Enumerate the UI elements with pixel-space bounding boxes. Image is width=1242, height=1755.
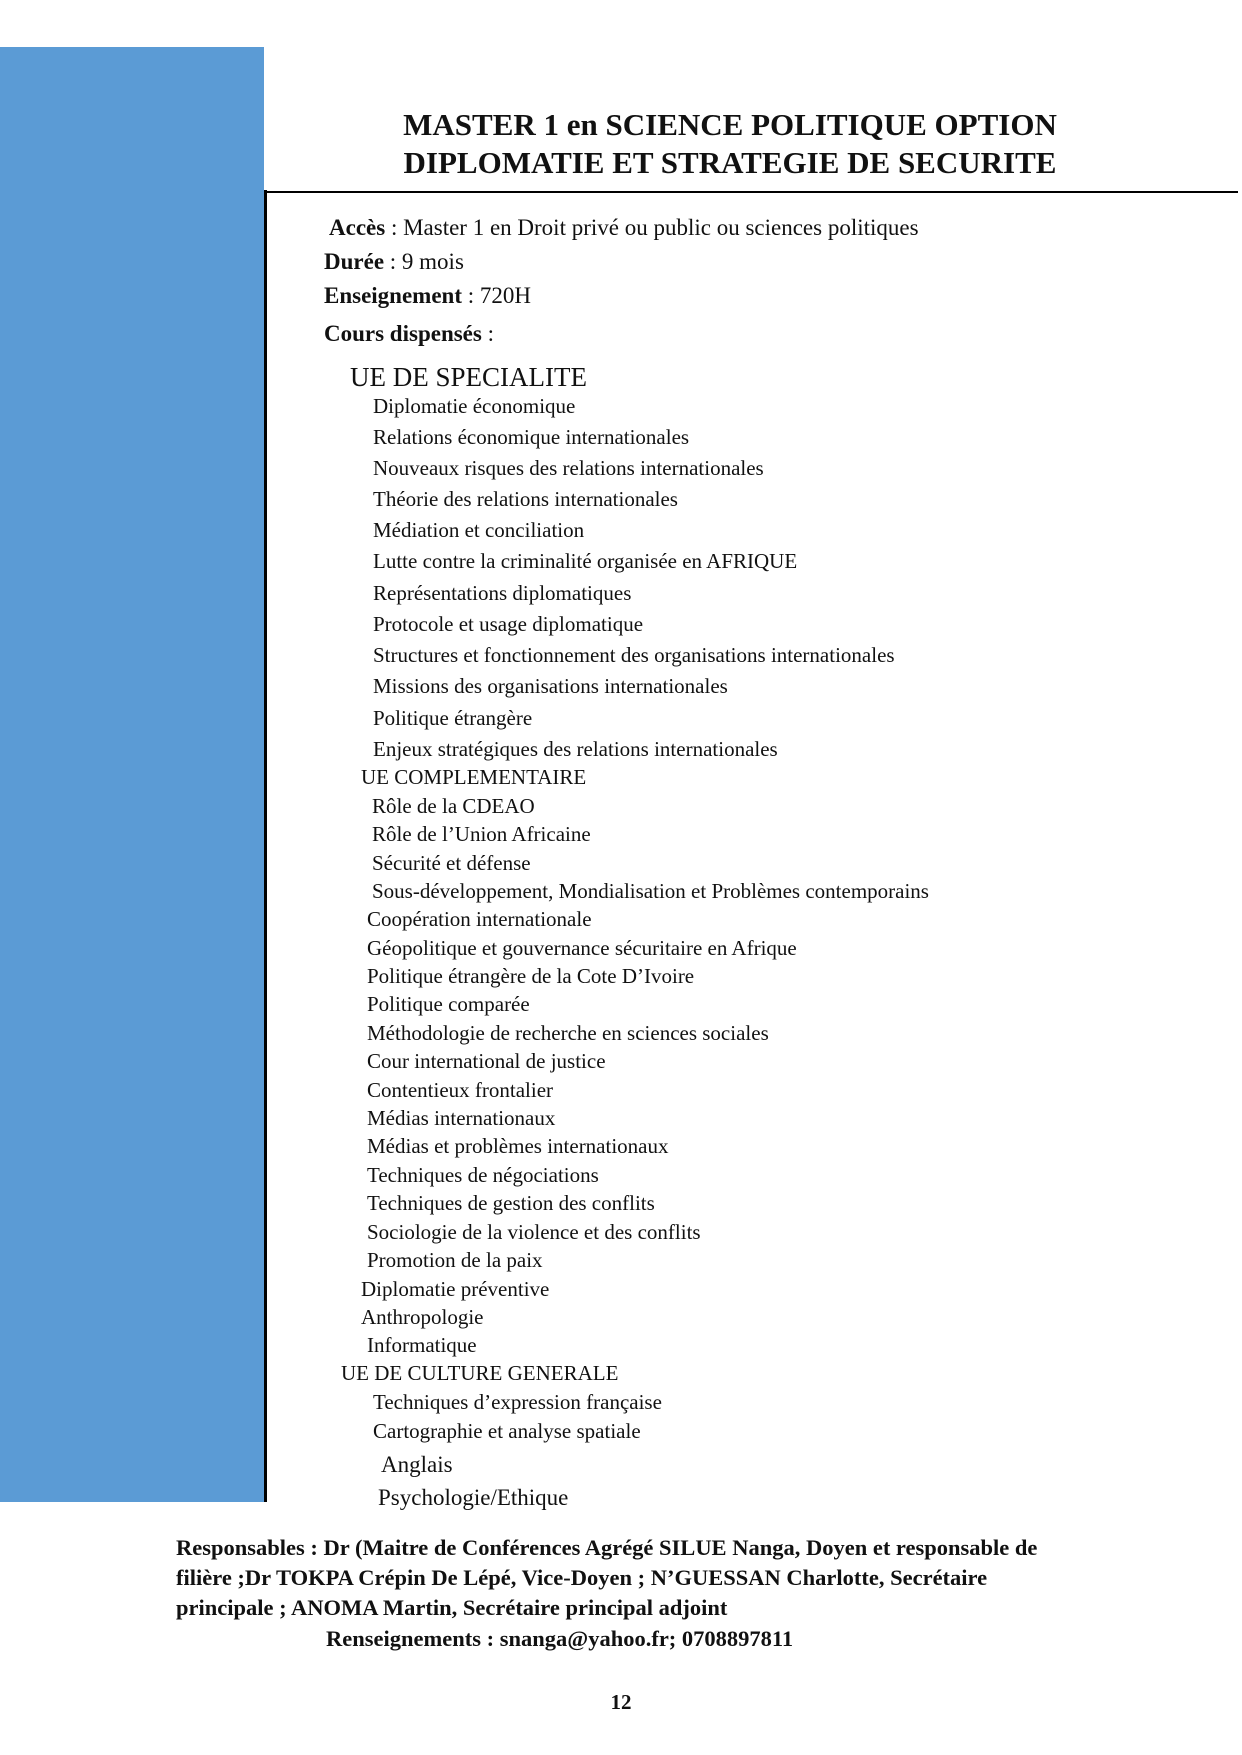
course-item: Médias internationaux [367,1106,556,1130]
course-item: Représentations diplomatiques [373,581,632,605]
course-item: Coopération internationale [367,907,592,931]
course-item: Psychologie/Ethique [378,1485,569,1510]
cours-value: : [481,321,494,346]
course-item: Cour international de justice [367,1049,606,1073]
title-line-1: MASTER 1 en SCIENCE POLITIQUE OPTION [403,107,1057,142]
acces-value: : Master 1 en Droit privé ou public ou sciences politiques [385,215,919,240]
course-item: Politique étrangère de la Cote D’Ivoire [367,964,695,988]
course-item: Méthodologie de recherche en sciences sociales [367,1021,769,1045]
course-item: Lutte contre la criminalité organisée en AFRIQUE [373,549,798,573]
cours-label: Cours dispensés [324,321,482,346]
course-item: Politique comparée [367,992,530,1016]
page-number: 12 [610,1690,632,1714]
side-vertical-rule [264,190,267,1502]
info-duree [324,248,464,276]
duree-label: Durée [324,249,385,274]
course-item: Diplomatie préventive [361,1277,550,1301]
title-line-2: DIPLOMATIE ET STRATEGIE DE SECURITE [403,145,1057,180]
enseignement-value: : 720H [462,283,531,308]
course-item: Relations économique internationales [373,425,690,449]
course-item: Sous-développement, Mondialisation et Problèmes contemporains [372,879,929,903]
acces-label: Accès [329,215,386,240]
course-item: Techniques d’expression française [373,1390,662,1414]
course-item: Géopolitique et gouvernance sécuritaire en Afrique [367,936,797,960]
course-item: Rôle de l’Union Africaine [372,822,591,846]
course-item: Protocole et usage diplomatique [373,612,644,636]
header-divider [264,191,1238,193]
course-item: Enjeux stratégiques des relations internationales [373,737,778,761]
course-item: Rôle de la CDEAO [372,794,535,818]
course-item: Sociologie de la violence et des conflits [367,1220,701,1244]
course-item: Médias et problèmes internationaux [367,1134,669,1158]
duree-value: : 9 mois [384,249,464,274]
course-item: Promotion de la paix [367,1248,543,1272]
contact-info: Renseignements : snanga@yahoo.fr; 0708897811 [326,1626,794,1651]
course-item: Techniques de négociations [367,1163,599,1187]
ue-culture-heading: UE DE CULTURE GENERALE [341,1361,619,1385]
course-item: Médiation et conciliation [373,518,585,542]
responsables-line-2: filière ;Dr TOKPA Crépin De Lépé, Vice-Doyen ; N’GUESSAN Charlotte, Secrétaire [176,1565,988,1590]
course-item: Anthropologie [361,1305,484,1329]
course-item: Sécurité et défense [372,851,531,875]
course-item: Cartographie et analyse spatiale [373,1419,641,1443]
ue-specialite-heading: UE DE SPECIALITE [350,362,587,392]
responsables-line-3: principale ; ANOMA Martin, Secrétaire principal adjoint [176,1595,728,1620]
course-item: Politique étrangère [373,706,533,730]
page-title [300,106,1160,182]
info-cours [324,320,494,348]
info-enseignement [324,282,531,310]
course-item: Diplomatie économique [373,394,576,418]
enseignement-label: Enseignement [324,283,462,308]
course-item: Missions des organisations internationales [373,674,728,698]
ue-complementaire-heading: UE COMPLEMENTAIRE [361,765,587,789]
course-item: Théorie des relations internationales [373,487,678,511]
course-item: Techniques de gestion des conflits [367,1191,655,1215]
side-color-band [0,47,264,1502]
responsables-line-1: Responsables : Dr (Maitre de Conférences Agrégé SILUE Nanga, Doyen et responsable de [176,1535,1038,1560]
course-item: Contentieux frontalier [367,1078,554,1102]
responsables-block [176,1533,1216,1623]
course-item: Informatique [367,1333,477,1357]
course-item: Nouveaux risques des relations internationales [373,456,764,480]
info-acces [329,214,919,242]
course-item: Structures et fonctionnement des organisations internationales [373,643,895,667]
course-item: Anglais [381,1452,453,1477]
